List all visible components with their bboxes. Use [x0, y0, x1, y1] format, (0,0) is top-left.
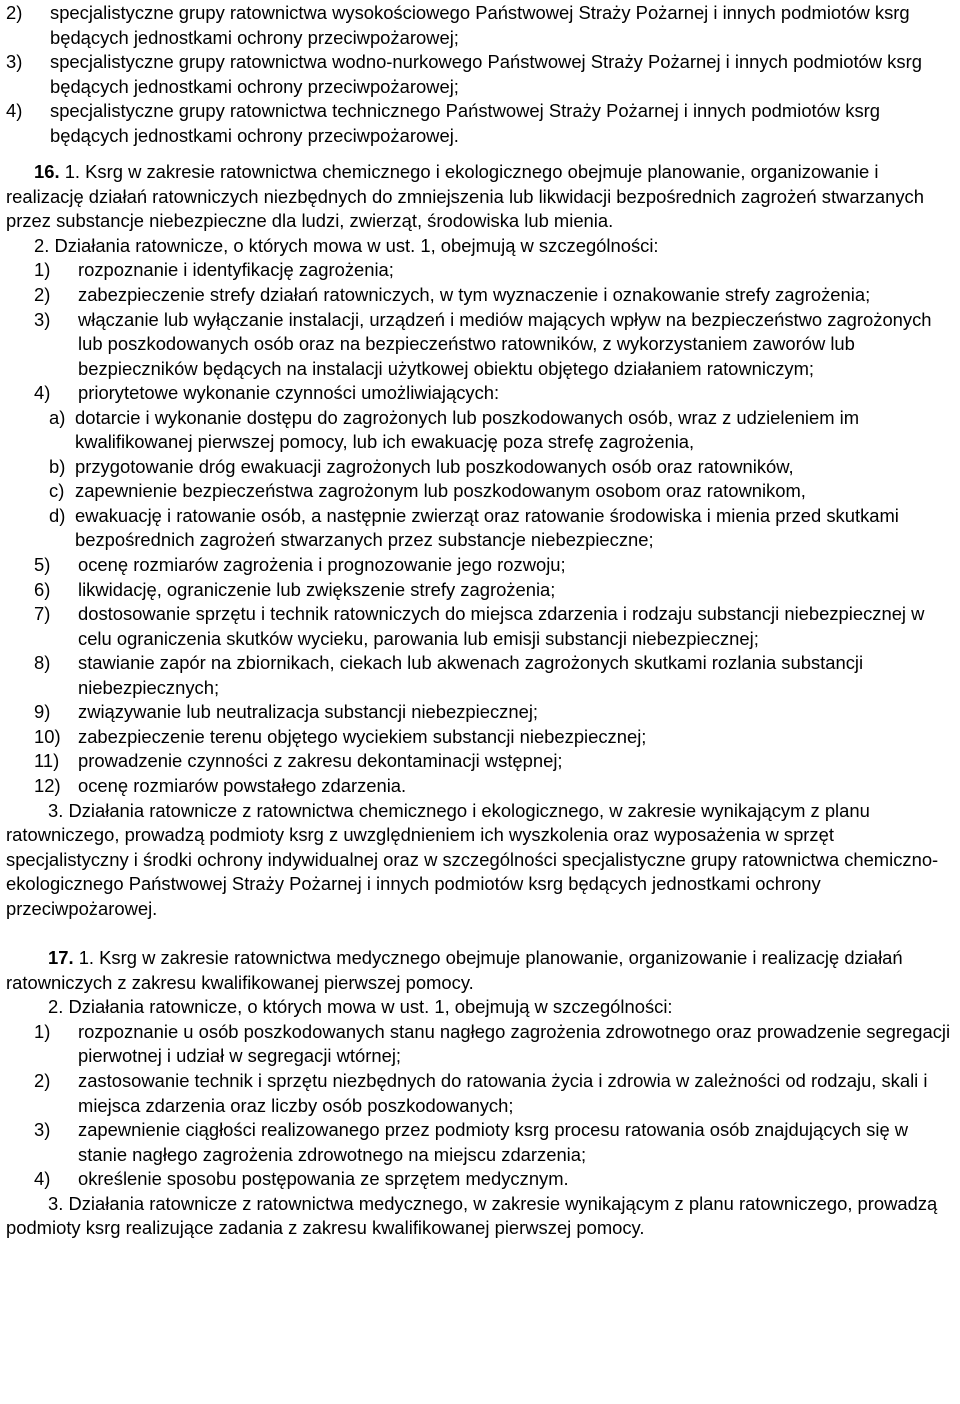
list-item	[6, 308, 954, 382]
item-text: ocenę rozmiarów powstałego zdarzenia.	[78, 774, 407, 796]
sub-list-item	[6, 479, 954, 504]
item-number: 12)	[34, 774, 61, 796]
sub-list-item	[6, 504, 954, 553]
section-number: 16.	[34, 161, 60, 183]
item-text: ewakuację i ratowanie osób, a następnie zwierząt oraz ratowanie środowiska i mienia przed skutkami bezpośrednich zagrożeń stwarzanych przez substancje niebezpieczne;	[75, 504, 899, 551]
paragraph-text: 3. Działania ratownicze z ratownictwa medycznego, w zakresie wynikającym z planu ratowniczego, prowadzą podmioty ksrg realizujące zadania z zakresu kwalifikowanej pierwszej pomocy.	[6, 1192, 938, 1239]
list-item	[0, 50, 954, 99]
item-letter: d)	[49, 504, 66, 526]
list-item	[6, 774, 954, 799]
item-text: przygotowanie dróg ewakuacji zagrożonych lub poszkodowanych osób oraz ratowników,	[75, 455, 794, 477]
list-item	[6, 283, 954, 308]
item-text: specjalistyczne grupy ratownictwa wysokościowego Państwowej Straży Pożarnej i innych podmiotów ksrg będących jednostkami ochrony przeciwpożarowej;	[50, 2, 910, 48]
paragraph-text: 1. Ksrg w zakresie ratownictwa medycznego obejmuje planowanie, organizowanie i realizację działań ratowniczych z zakresu kwalifikowanej pierwszej pomocy.	[6, 947, 903, 993]
item-number: 3)	[34, 308, 51, 330]
list-item	[6, 553, 954, 578]
item-number: 1)	[34, 259, 51, 281]
item-text: ocenę rozmiarów zagrożenia i prognozowanie jego rozwoju;	[78, 554, 566, 576]
section-17	[6, 946, 954, 1241]
item-text: dotarcie i wykonanie dostępu do zagrożonych lub poszkodowanych osób, wraz z udzieleniem im kwalifikowanej pierwszej pomocy, lub ich ewakuację poza strefę zagrożenia,	[75, 406, 860, 453]
item-text: prowadzenie czynności z zakresu dekontaminacji wstępnej;	[78, 750, 563, 772]
item-number: 5)	[34, 554, 51, 576]
item-text: specjalistyczne grupy ratownictwa technicznego Państwowej Straży Pożarnej i innych podmiotów ksrg będących jednostkami ochrony przeciwpożarowej.	[50, 100, 881, 146]
list-item	[6, 381, 954, 406]
item-number: 9)	[34, 701, 51, 723]
item-text: zastosowanie technik i sprzętu niezbędnych do ratowania życia i zdrowia w zależności od rodzaju, skali i miejsca zdarzenia oraz liczby osób poszkodowanych;	[78, 1069, 928, 1116]
item-number: 3)	[6, 51, 23, 73]
item-number: 1)	[34, 1020, 51, 1042]
item-number: 7)	[34, 603, 51, 625]
sub-list-item	[6, 406, 954, 455]
item-text: określenie sposobu postępowania ze sprzętem medycznym.	[78, 1168, 569, 1190]
section-17-para-3	[6, 1192, 954, 1241]
section-16-para-3	[6, 799, 954, 922]
list-item	[6, 578, 954, 603]
section-15-tail	[6, 1, 954, 148]
section-17-para-2: 2. Działania ratownicze, o których mowa w ust. 1, obejmują w szczególności:	[48, 996, 673, 1018]
item-text: stawianie zapór na zbiornikach, ciekach lub akwenach zagrożonych skutkami rozlania substancji niebezpiecznych;	[78, 652, 864, 698]
item-number: 10)	[34, 725, 61, 747]
item-text: likwidację, ograniczenie lub zwiększenie strefy zagrożenia;	[78, 578, 556, 600]
section-16-para-2: 2. Działania ratownicze, o których mowa w ust. 1, obejmują w szczególności:	[34, 234, 659, 256]
list-item	[6, 1020, 954, 1069]
item-text: dostosowanie sprzętu i technik ratowniczych do miejsca zdarzenia i rodzaju substancji niebezpiecznej w celu ograniczenia skutków wycieku, parowania lub emisji substancji niebezpiecznej;	[78, 603, 925, 649]
paragraph-text: 1. Ksrg w zakresie ratownictwa chemicznego i ekologicznego obejmuje planowanie, organizowanie i realizację działań ratowniczych niezbędnych do zmniejszenia lub likwidacji bezpośrednich zagrożeń stwarzanych przez substancje niebezpieczne dla ludzi, zwierząt, środowiska lub mienia.	[6, 161, 924, 232]
item-text: zabezpieczenie terenu objętego wyciekiem substancji niebezpiecznej;	[78, 725, 647, 747]
list-item	[6, 1069, 954, 1118]
list-item	[6, 1167, 954, 1192]
item-text: rozpoznanie i identyfikację zagrożenia;	[78, 259, 394, 281]
list-item	[6, 700, 954, 725]
item-number: 4)	[34, 382, 51, 404]
item-letter: b)	[49, 455, 66, 477]
list-item	[6, 602, 954, 651]
item-text: włączanie lub wyłączanie instalacji, urządzeń i mediów mających wpływ na bezpieczeństwo zagrożonych lub poszkodowanych osób oraz na bezpieczeństwo ratowników, z wykorzystaniem zaworów lub bezpieczników będących na instalacji użytkowej obiektu objętego działaniem ratowniczym;	[78, 308, 932, 379]
item-text: zapewnienie bezpieczeństwa zagrożonym lub poszkodowanym osobom oraz ratownikom,	[75, 480, 806, 502]
item-number: 2)	[6, 2, 23, 23]
list-item	[6, 749, 954, 774]
item-text: zapewnienie ciągłości realizowanego przez podmioty ksrg procesu ratowania osób znajdujących się w stanie nagłego zagrożenia zdrowotnego na miejscu zdarzenia;	[78, 1119, 909, 1165]
sub-list-item	[6, 455, 954, 480]
item-number: 8)	[34, 652, 51, 674]
section-17-para-1	[6, 946, 954, 995]
item-number: 4)	[6, 100, 23, 122]
list-item	[0, 1, 954, 50]
list-item	[6, 725, 954, 750]
item-number: 3)	[34, 1119, 51, 1141]
item-letter: a)	[49, 406, 66, 428]
item-text: priorytetowe wykonanie czynności umożliwiających:	[78, 382, 500, 404]
item-number: 11)	[34, 750, 60, 772]
item-number: 2)	[34, 284, 51, 306]
list-item	[6, 1118, 954, 1167]
section-16-para-1	[6, 160, 954, 234]
item-letter: c)	[49, 480, 65, 502]
item-text: zabezpieczenie strefy działań ratowniczych, w tym wyznaczenie i oznakowanie strefy zagrożenia;	[78, 284, 871, 306]
item-text: związywanie lub neutralizacja substancji niebezpiecznej;	[78, 701, 539, 723]
list-item	[6, 258, 954, 283]
list-item	[6, 651, 954, 700]
list-item	[0, 99, 954, 148]
item-number: 4)	[34, 1168, 51, 1190]
paragraph-text: 3. Działania ratownicze z ratownictwa chemicznego i ekologicznego, w zakresie wynikającym z planu ratowniczego, prowadzą podmioty ksrg z uwzględnieniem ich wyszkolenia oraz wyposażenia w sprzęt specjalistyczny i środki ochrony indywidualnej oraz w szczególności specjalistyczne grupy ratownictwa chemiczno-ekologicznego Państwowej Straży Pożarnej i innych podmiotów ksrg będących jednostkami ochrony przeciwpożarowej.	[6, 799, 939, 919]
item-text: specjalistyczne grupy ratownictwa wodno-nurkowego Państwowej Straży Pożarnej i innych podmiotów ksrg będących jednostkami ochrony przeciwpożarowej;	[50, 51, 922, 97]
item-number: 6)	[34, 578, 51, 600]
item-text: rozpoznanie u osób poszkodowanych stanu nagłego zagrożenia zdrowotnego oraz prowadzenie segregacji pierwotnej i udział w segregacji wtórnej;	[78, 1020, 951, 1067]
item-number: 2)	[34, 1069, 51, 1091]
section-number: 17.	[48, 947, 74, 969]
section-16	[6, 160, 954, 921]
